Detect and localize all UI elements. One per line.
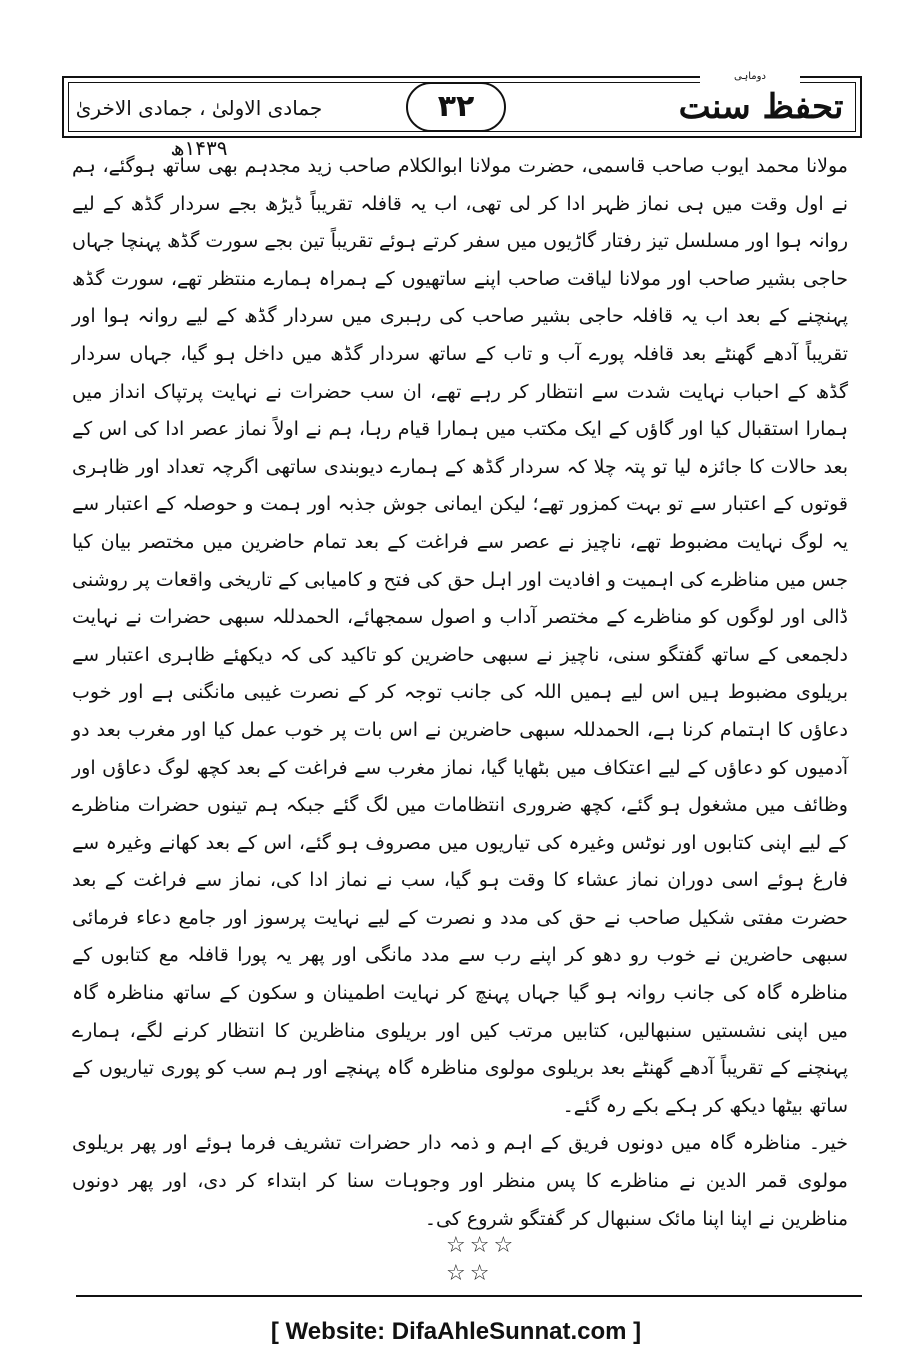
section-end-stars: ☆☆☆ ☆☆ bbox=[446, 1233, 518, 1286]
magazine-frequency: دوماہی bbox=[700, 70, 800, 84]
page-number: ۳۲ bbox=[406, 82, 506, 132]
paragraph: مولانا محمد ایوب صاحب قاسمی، حضرت مولانا ابوالکلام صاحب زید مجدہم بھی ساتھ ہوگئے، ہم نے اول وقت میں ہی نماز ظہر ادا کر لی تھی، اب یہ قافلہ تقریباً ڈیڑھ بجے سردار گڈھ کے لیے روانہ ہوا اور مسلسل تیز رفتار گاڑیوں میں سفر کرتے ہوئے تقریباً تین بجے سورت گڈھ پہنچا جہاں حاجی بشیر صاحب اور مولانا لیاقت صاحب اپنے ساتھیوں کے ہمراہ ہمارے منتظر تھے، سورت گڈھ پہنچنے کے بعد اب یہ قافلہ حاجی بشیر صاحب کی رہبری میں سردار گڈھ کے لیے روانہ ہوا اور تقریباً آدھے گھنٹے بعد قافلہ پورے آب و تاب کے ساتھ سردار گڈھ میں داخل ہو گیا، جہاں سردار گڈھ کے احباب نہایت شدت سے انتظار کر رہے تھے، ان سب حضرات نے نہایت پرتپاک انداز میں ہمارا استقبال کیا اور گاؤں کے ایک مکتب میں ہمارا قیام رہا، ہم نے اولاً نماز عصر ادا کی اس کے بعد حالات کا جائزہ لیا تو پتہ چلا کہ سردار گڈھ کے ہمارے دیوبندی ساتھی اگرچہ تعداد اور ظاہری قوتوں کے اعتبار سے تو بہت کمزور تھے؛ لیکن ایمانی جوش جذبہ اور ہمت و حوصلہ کے اعتبار سے یہ لوگ نہایت مضبوط تھے، ناچیز نے عصر سے فراغت کے بعد تمام حاضرین میں مختصر بیان کیا جس میں مناظرے کی اہمیت و افادیت اور اہل حق کی فتح و کامیابی کے تاریخی واقعات پر روشنی ڈالی اور لوگوں کو مناظرے کے مختصر آداب و اصول سمجھائے، الحمدللہ سبھی حضرات نے نہایت دلجمعی کے ساتھ گفتگو سنی، ناچیز نے سبھی حاضرین کو تاکید کی کہ دیکھئے ظاہری اعتبار سے بریلوی مضبوط ہیں اس لیے ہمیں اللہ کی جانب توجہ کر کے نصرت غیبی مانگنی ہے اور خوب دعاؤں کا اہتمام کرنا ہے، الحمدللہ سبھی حاضرین نے اس بات پر خوب عمل کیا اور مغرب بعد دو آدمیوں کو دعاؤں کے لیے اعتکاف میں بٹھایا گیا، نماز مغرب سے فراغت کے بعد کچھ لوگ دعاؤں اور وظائف میں مشغول ہو گئے، کچھ ضروری انتظامات میں لگ گئے جبکہ ہم تینوں حضرات مناظرے کے لیے اپنی کتابوں اور نوٹس وغیرہ کی تیاریوں میں مصروف ہو گئے، اس کے بعد کھانے وغیرہ سے فارغ ہوئے اسی دوران نماز عشاء کا وقت ہو گیا، سب نے نماز ادا کی، نماز سے فراغت کے بعد حضرت مفتی شکیل صاحب نے حق کی مدد و نصرت کے لیے نہایت پرسوز اور جامع دعاء فرمائی سبھی حاضرین نے خوب رو دھو کر اپنے رب سے مدد مانگی اور پھر یہ پورا قافلہ مع کتابوں کے مناظرہ گاہ کی جانب روانہ ہو گیا جہاں پہنچ کر نہایت اطمینان و سکون کے ساتھ مناظرہ گاہ میں اپنی نشستیں سنبھالیں، کتابیں مرتب کیں اور بریلوی مناظرین کا انتظار کرنے لگے، ہمارے پہنچنے کے تقریباً آدھے گھنٹے بعد بریلوی مولوی مناظرہ گاہ پہنچے اور ہم سب کو پوری تیاریوں کے ساتھ بیٹھا دیکھ کر ہکے بکے رہ گئے۔ bbox=[72, 155, 848, 1117]
website-footer[interactable]: [ Website: DifaAhleSunnat.com ] bbox=[270, 1318, 642, 1345]
magazine-title: تحفظ سنت bbox=[678, 87, 844, 127]
paragraph: خیر۔ مناظرہ گاہ میں دونوں فریق کے اہم و ذمہ دار حضرات تشریف فرما ہوئے اور پھر بریلوی مولوی قمر الدین نے مناظرے کا پس منظر اور وجوہات سنا کر ابتداء کر دی، اور پھر دونوں مناظرین نے اپنا اپنا مائک سنبھال کر گفتگو شروع کی۔ bbox=[72, 1132, 848, 1230]
issue-date: جمادی الاولیٰ ، جمادی الاخریٰ ۱۴۳۹ھ bbox=[75, 96, 323, 160]
footer-divider bbox=[76, 1295, 862, 1297]
article-body bbox=[72, 148, 848, 1238]
